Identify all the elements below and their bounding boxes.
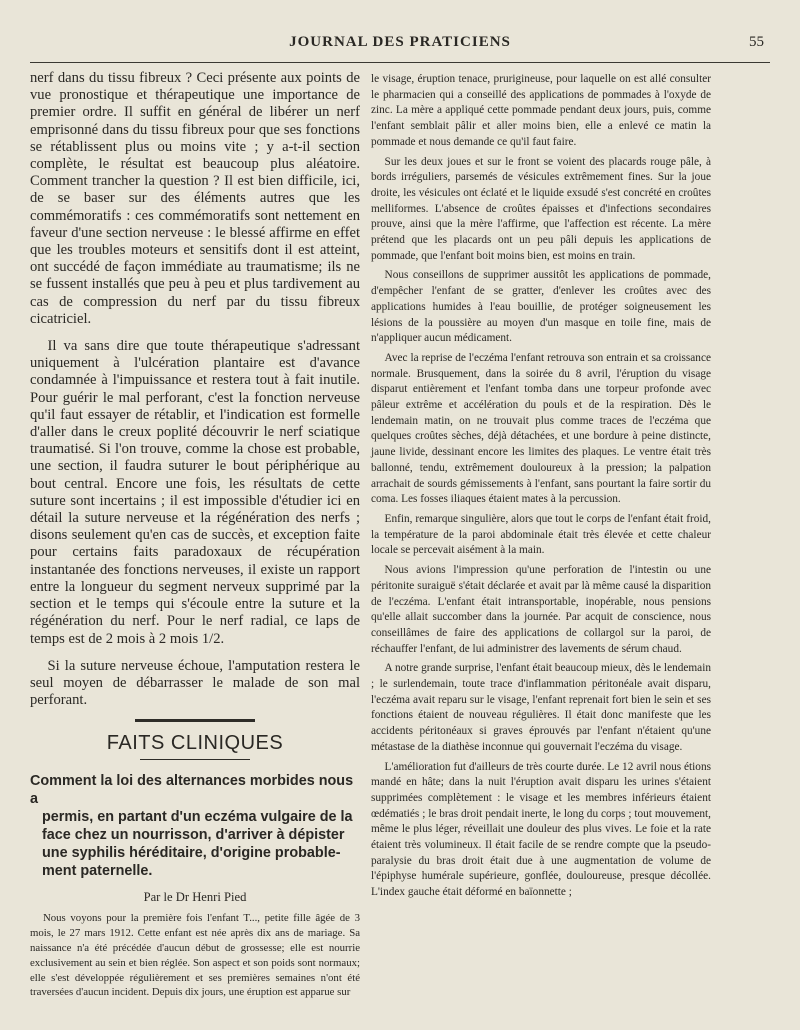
paragraph: A notre grande surprise, l'enfant était beaucoup mieux, dès le lendemain ; le surlendemain, toute trace d'inflammation péritonéale avait disparu, l'eczéma avait reparu sur le visage, l'enfant reprenait fort bien le sein et ses fonctions étaient de nouveau régulières. Il était donc manifeste que les accidents péritonéaux si graves éprouvés par l'enfant n'étaient qu'une métastase de la diathèse inconnue qui gouvernait l'eczéma du visage. bbox=[371, 662, 711, 753]
section-top-rule bbox=[135, 719, 255, 722]
article-title bbox=[30, 772, 360, 880]
page-header bbox=[30, 34, 770, 56]
paragraph: L'amélioration fut d'ailleurs de très courte durée. Le 12 avril nous étions mandé en hâte; dans la nuit l'éruption avait disparu les urines s'étaient supprimées complètement : le visage et les membres inférieurs étaient œdématiés ; le bras droit pendait inerte, le long du corps ; tout mouvement, même le plus léger, réveillait une douleur des plus vives. Le foie et la rate étaient très volumineux. Il était facile de se rendre compte que la pseudo-paralysie du bras droit était due à une augmentation de volume de l'épiphyse humérale supérieure, gonflée, douloureuse, presque décollée. L'index gauche était déformé en baïonnette ; bbox=[371, 760, 711, 899]
article-title-line: face chez un nourrisson, d'arriver à dépister bbox=[42, 827, 345, 844]
running-title: JOURNAL DES PRATICIENS bbox=[289, 34, 511, 50]
left-column bbox=[30, 70, 360, 1000]
paragraph: Nous voyons pour la première fois l'enfant T..., petite fille âgée de 3 mois, le 27 mars 1912. Cette enfant est née après dix ans de mariage. Sa naissance n'a été précédée d'aucun début de grossesse; elle est nourrie exclusivement au sein et bien réglée. Son aspect et son poids sont normaux; elle s'est développée régulièrement et ses premières semaines n'ont été traversées d'aucun incident. Depuis dix jours, une éruption est apparue sur bbox=[30, 912, 360, 999]
paragraph: Nous avions l'impression qu'une perforation de l'intestin ou une péritonite suraiguë s'était déclarée et avait par là même causé la disparition de l'eczéma. L'enfant était intransportable, inopérable, nous pensions qu'elle allait succomber dans la journée. Par acquit de conscience, nous conseillâmes de faire des applications de collargol sur la paroi, de réchauffer l'enfant, de lui administrer des lavements de sérum chaud. bbox=[371, 564, 711, 655]
paragraph: Sur les deux joues et sur le front se voient des placards rouge pâle, à bords irréguliers, parsemés de vésicules extrêmement fines. Sur la joue droite, les vésicules ont éclaté et le liquide exsudé s'est concrété en croûtes melliformes. L'absence de croûtes épaisses et d'infections secondaires prouve, ainsi que la mère l'affirme, que l'affection est récente. La mère prétend que les placards ont un peu pâli depuis les applications de pommade, que l'enfant boit moins bien, est moins en train. bbox=[371, 155, 711, 262]
article-title-line: une syphilis héréditaire, d'origine probable- bbox=[42, 845, 341, 862]
paragraph: Nous conseillons de supprimer aussitôt les applications de pommade, d'empêcher l'enfant de se gratter, d'enlever les croûtes avec des applications humides à l'eau bouillie, de protéger soigneusement les lésions de la poussière au moyen d'un masque en toile fine, mais de n'appliquer aucun médicament. bbox=[371, 269, 711, 345]
paragraph: nerf dans du tissu fibreux ? Ceci présente aux points de vue pronostique et thérapeutique une importance de premier ordre. Il suffit en général de libérer un nerf emprisonné dans du tissu fibreux pour que ses fonctions se rétablissent plus ou moins vite ; y a-t-il section complète, le résultat est beaucoup plus aléatoire. Comment trancher la question ? Il est bien difficile, ici, de se baser sur des éléments autres que les commémoratifs : ces commémoratifs sont nettement en faveur d'une section nerveuse : le blessé affirme en effet que les troubles moteurs et sensitifs dont il est atteint, ont succédé de façon immédiate au traumatisme; ils ne se fussent installés que peu à peu et plus tardivement au cas de compression du nerf par du tissu fibreux cicatriciel. bbox=[30, 70, 360, 327]
paragraph: Enfin, remarque singulière, alors que tout le corps de l'enfant était froid, la température de la paroi abdominale était très élevée et cette chaleur locale se percevait aisément à la main. bbox=[371, 512, 711, 557]
article-title-line: Comment la loi des alternances morbides nous a bbox=[30, 773, 354, 808]
paragraph: Il va sans dire que toute thérapeutique s'adressant uniquement à l'ulcération plantaire est d'avance condamnée à l'impuissance et restera tout à fait inutile. Pour guérir le mal perforant, c'est la fonction nerveuse qu'il faut essayer de rétablir, et l'indication est formelle d'aller dans le creux poplité découvrir le nerf sciatique traumatisé. Si l'on trouve, comme la chose est probable, une section, il faudra suturer le bout périphérique au bout central. Encore une fois, les résultats de cette suture sont incertains ; il est impossible d'étudier ici en détail la suture nerveuse et la régénération des nerfs ; disons seulement qu'en cas de succès, et exception faite pour certains faits paradoxaux de récupération instantanée des fonctions nerveuses, il existe un rapport entre la longueur du segment nerveux supprimé par la section et le temps qui s'écoule entre la suture et la régénération du nerf. Pour le nerf radial, ce laps de temps est de 2 mois à 2 mois 1/2. bbox=[30, 338, 360, 647]
article-title-line: permis, en partant d'un eczéma vulgaire de la bbox=[42, 809, 353, 826]
article-title-line: ment paternelle. bbox=[42, 863, 153, 880]
section-bottom-rule bbox=[140, 759, 250, 760]
paragraph: Si la suture nerveuse échoue, l'amputation restera le seul moyen de débarrasser le malade de son mal perforant. bbox=[30, 657, 360, 709]
page-number: 55 bbox=[749, 34, 764, 50]
author-line: Par le Dr Henri Pied bbox=[143, 890, 247, 905]
header-rule bbox=[30, 62, 770, 63]
paragraph: le visage, éruption tenace, prurigineuse, pour laquelle on est allé consulter le pharmacien qui a conseillé des applications de pommades à l'oxyde de zinc. La mère a appliqué cette pommade pendant deux jours, puis, comme l'enfant semblait pâlir et aller moins bien, elle a enlevé ce matin la pommade et nous demande ce qu'il faut faire. bbox=[371, 73, 711, 148]
right-column bbox=[371, 72, 711, 901]
section-title: FAITS CLINIQUES bbox=[106, 732, 284, 755]
paragraph: Avec la reprise de l'eczéma l'enfant retrouva son entrain et sa croissance normale. Brusquement, dans la soirée du 8 avril, l'éruption du visage disparut entièrement et l'enfant tomba dans une torpeur profonde avec pâleur extrême et accélération du pouls et de la respiration. Dès le lendemain matin, on ne trouvait plus comme traces de l'eczéma que quelques croûtes sèches, déjà détachées, et une bordure à peine distincte, jaune livide, dessinant encore les limites des plaques. Le ventre était très ballonné, tendu, extrêmement douloureux à la pression; la palpation arrachait de sourds gémissements à l'enfant, sans pourtant la faire sortir du coma. Les fosses iliaques étaient mates à la percussion. bbox=[371, 351, 711, 506]
